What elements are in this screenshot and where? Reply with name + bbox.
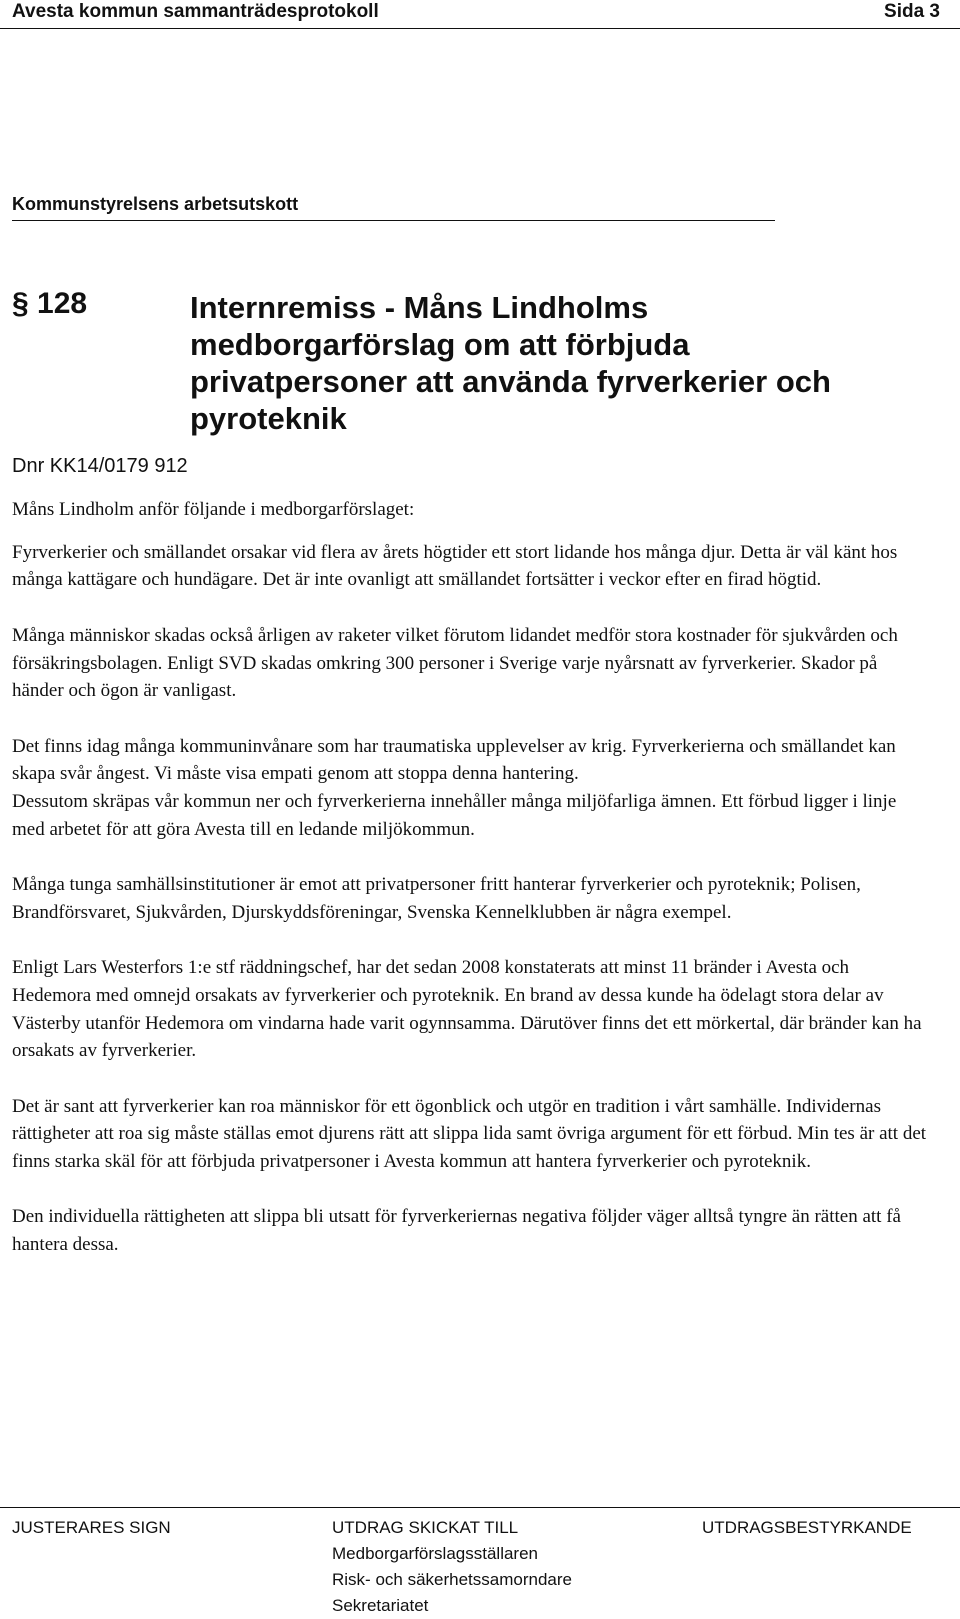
- body-paragraph: Fyrverkerier och smällandet orsakar vid flera av årets högtider ett stort lidande hos många djur. Detta är väl känt hos många kattägare och hundägare. Det är inte ovanligt att smällandet fortsätter i veckor efter en firad högtid.: [12, 541, 898, 591]
- page-number: Sida 3: [884, 1, 940, 22]
- body-paragraph: Det finns idag många kommuninvånare som har traumatiska upplevelser av krig. Fyrverkerierna och smällandet kan skapa svår ångest. Vi måste visa empati genom att stoppa denna hantering. Dessutom skräpas vår kommun ner och fyrverkerierna innehåller många miljöfarliga ämnen. Ett förbud ligger i linje med arbetet för att göra Avesta till en ledande miljökommun.: [12, 735, 897, 840]
- section-number: § 128: [12, 287, 88, 320]
- body-paragraph: Många tunga samhällsinstitutioner är emot att privatpersoner fritt hanterar fyrverkerier och pyroteknik; Polisen, Brandförsvaret, Sjukvården, Djurskyddsföreningar, Svenska Kennelklubben är några exempel.: [12, 874, 861, 923]
- footer-certification-column: [702, 1515, 912, 1541]
- footer-distribution-column: [332, 1515, 572, 1619]
- utdragsbestyrkande-label: UTDRAGSBESTYRKANDE: [702, 1518, 912, 1537]
- body-paragraph: Den individuella rättigheten att slippa bli utsatt för fyrverkeriernas negativa följder väger alltså tyngre än rätten att få hantera dessa.: [12, 1206, 901, 1256]
- committee-divider: [12, 220, 775, 221]
- footer-signature-column: [12, 1515, 171, 1541]
- body-paragraph: Det är sant att fyrverkerier kan roa människor för ett ögonblick och utgör en tradition i vårt samhälle. Individernas rättigheter att roa sig måste ställas emot djurens rätt att slippa lida samt övriga argument för ett förbud. Min tes är att det finns starka skäl för att förbjuda privatpersoner i Avesta kommun att hantera fyrverkerier och pyroteknik.: [12, 1095, 927, 1173]
- justerares-sign-label: JUSTERARES SIGN: [12, 1518, 171, 1537]
- document-header-title: Avesta kommun sammanträdesprotokoll: [12, 1, 379, 22]
- committee-name: Kommunstyrelsens arbetsutskott: [12, 194, 299, 214]
- header-divider: [0, 28, 960, 29]
- recipient-item: Sekretariatet: [332, 1596, 429, 1615]
- body-paragraph: Enligt Lars Westerfors 1:e stf räddningschef, har det sedan 2008 konstaterats att minst 11 bränder i Avesta och Hedemora med omnejd orsakats av fyrverkerier och pyroteknik. En brand av dessa kunde ha ödelagt stora delar av Västerby utanför Hedemora om vindarna hade varit ogynnsamma. Därutöver finns det ett mörkertal, där bränder kan ha orsakats av fyrverkerier.: [12, 957, 922, 1062]
- case-number: Dnr KK14/0179 912: [12, 455, 188, 477]
- footer-divider: [0, 1507, 960, 1508]
- document-body: [12, 496, 932, 1287]
- recipient-item: Medborgarförslagsställaren: [332, 1544, 538, 1563]
- section-title: Internremiss - Måns Lindholms medborgarförslag om att förbjuda privatpersoner att använda fyrverkerier och pyroteknik: [190, 290, 831, 436]
- recipient-item: Risk- och säkerhetssamorndare: [332, 1570, 572, 1589]
- body-paragraph: Många människor skadas också årligen av raketer vilket förutom lidandet medför stora kostnader för sjukvården och försäkringsbolagen. Enligt SVD skadas omkring 300 personer i Sverige varje nyårsnatt av fyrverkerier. Skador på händer och ögon är vanligast.: [12, 624, 898, 702]
- intro-paragraph: Måns Lindholm anför följande i medborgarförslaget:: [12, 499, 415, 520]
- utdrag-skickat-till-label: UTDRAG SKICKAT TILL: [332, 1518, 519, 1537]
